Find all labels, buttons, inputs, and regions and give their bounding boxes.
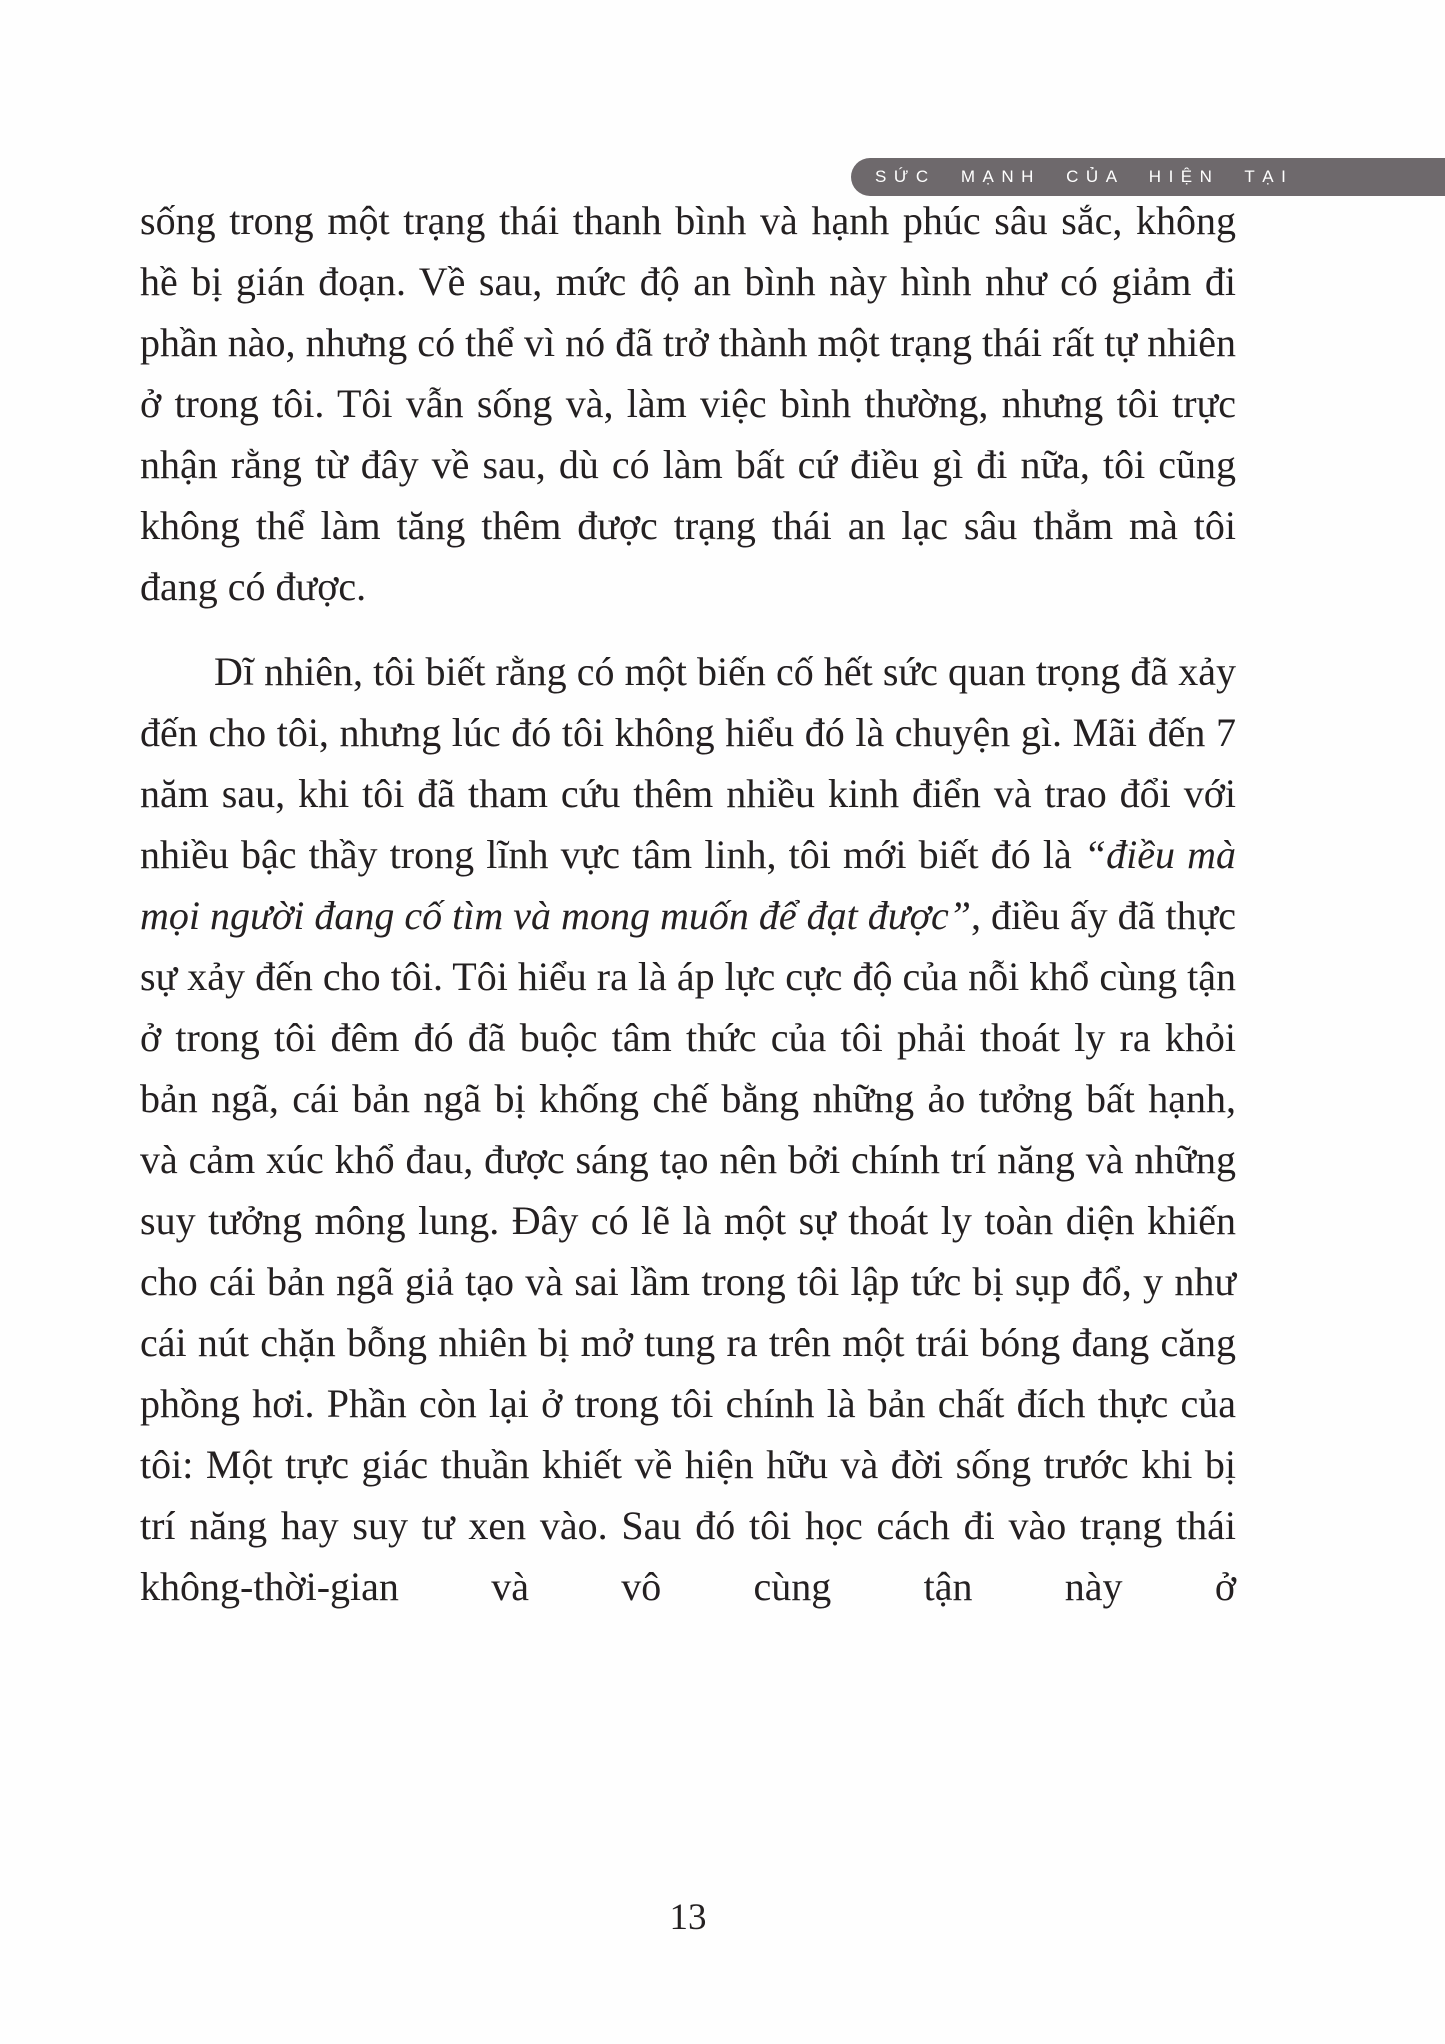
paragraph-segment: sống trong một trạng thái thanh bình và hạnh phúc sâu sắc, không hề bị gián đoạn. Về sau, mức độ an bình này hình như có giảm đi phần nào, nhưng có thể vì nó đã trở thành một trạng thái rất tự nhiên ở trong tôi. Tôi vẫn sống và, làm việc bình thường, nhưng tôi trực nhận rằng từ đây về sau, dù có làm bất cứ điều gì đi nữa, tôi cũng không thể làm tăng thêm được trạng thái an lạc sâu thẳm mà tôi đang có được.	[140, 198, 1236, 609]
paragraph-segment: Dĩ nhiên, tôi biết rằng có một biến cố hết sức quan trọng đã xảy đến cho tôi, nhưng lúc đó tôi không hiểu đó là chuyện gì. Mãi đến 7 năm sau, khi tôi đã tham cứu thêm nhiều kinh điển và trao đổi với nhiều bậc thầy trong lĩnh vực tâm linh, tôi mới biết đó là	[140, 649, 1236, 877]
paragraph-segment-italic: “điều mà mọi người đang cố tìm và mong muốn để đạt được”	[140, 832, 1237, 938]
paragraph	[140, 641, 1236, 1617]
running-head-title: SỨC MẠNH CỦA HIỆN TẠI	[875, 167, 1294, 186]
body-text	[140, 190, 1236, 1617]
paragraph	[140, 190, 1236, 617]
paragraph-segment: , điều ấy đã thực sự xảy đến cho tôi. Tôi hiểu ra là áp lực cực độ của nỗi khổ cùng tận ở trong tôi đêm đó đã buộc tâm thức của tôi phải thoát ly ra khỏi bản ngã, cái bản ngã bị khống chế bằng những ảo tưởng bất hạnh, và cảm xúc khổ đau, được sáng tạo nên bởi chính trí năng và những suy tưởng mông lung. Đây có lẽ là một sự thoát ly toàn diện khiến cho cái bản ngã giả tạo và sai lầm trong tôi lập tức bị sụp đổ, y như cái nút chặn bỗng nhiên bị mở tung ra trên một trái bóng đang căng phồng hơi. Phần còn lại ở trong tôi chính là bản chất đích thực của tôi: Một trực giác thuần khiết về hiện hữu và đời sống trước khi bị trí năng hay suy tư xen vào. Sau đó tôi học cách đi vào trạng thái không-thời-gian và vô cùng tận này ở	[140, 893, 1237, 1609]
page-number: 13	[669, 1897, 707, 1938]
